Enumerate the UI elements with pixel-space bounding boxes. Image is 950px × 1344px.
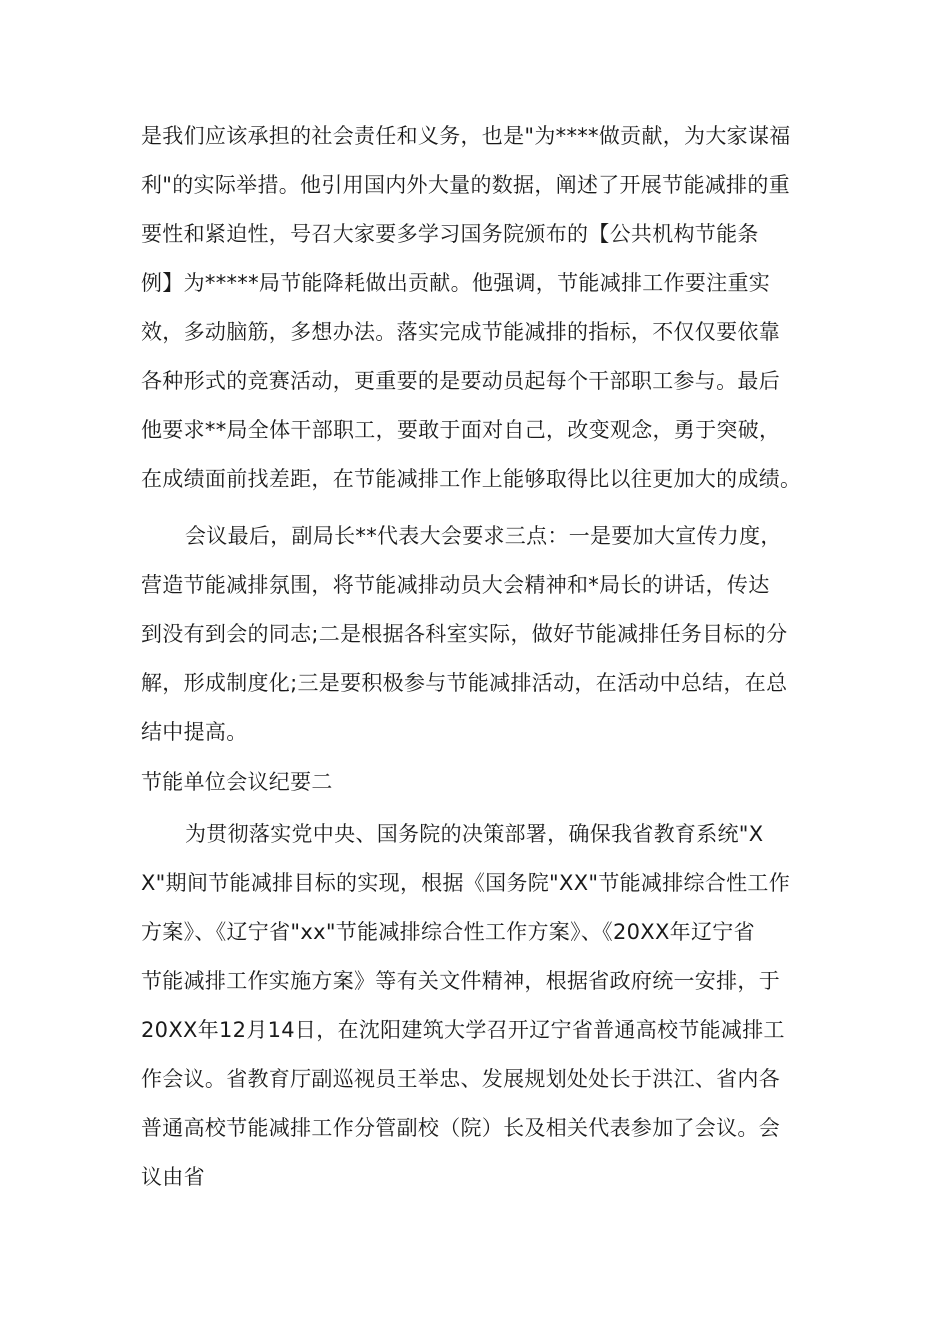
paragraph-line: 解，形成制度化;三是要积极参与节能减排活动，在活动中总结，在总: [141, 671, 788, 695]
section-heading: 节能单位会议纪要二: [141, 770, 333, 794]
paragraph-line: 普通高校节能减排工作分管副校（院）长及相关代表参加了会议。会: [141, 1116, 780, 1140]
paragraph-line: 议由省: [141, 1165, 205, 1189]
section-heading-block: [141, 758, 831, 807]
paragraph-1: [141, 112, 831, 504]
paragraph-line: 营造节能减排氛围，将节能减排动员大会精神和*局长的讲话，传达: [141, 573, 770, 597]
paragraph-line: X"期间节能减排目标的实现，根据《国务院"XX"节能减排综合性工作: [141, 871, 791, 895]
paragraph-line: 为贯彻落实党中央、国务院的决策部署，确保我省教育系统"X: [185, 822, 764, 846]
paragraph-line: 会议最后，副局长**代表大会要求三点：一是要加大宣传力度，: [185, 524, 782, 548]
paragraph-line: 方案》、《辽宁省"xx"节能减排综合性工作方案》、《20XX年辽宁省: [141, 920, 755, 944]
paragraph-line: 效，多动脑筋，多想办法。落实完成节能减排的指标，不仅仅要依靠: [141, 320, 780, 344]
paragraph-line: 20XX年12月14日，在沈阳建筑大学召开辽宁省普通高校节能减排工: [141, 1018, 785, 1042]
paragraph-line: 要性和紧迫性，号召大家要多学习国务院颁布的【公共机构节能条: [141, 222, 759, 246]
paragraph-line: 是我们应该承担的社会责任和义务，也是"为****做贡献，为大家谋福: [141, 124, 791, 148]
paragraph-line: 到没有到会的同志;二是根据各科室实际，做好节能减排任务目标的分: [141, 622, 788, 646]
paragraph-line: 他要求**局全体干部职工，要敢于面对自己，改变观念，勇于突破，: [141, 418, 781, 442]
paragraph-2: [141, 512, 831, 757]
paragraph-line: 结中提高。: [141, 720, 248, 744]
paragraph-line: 各种形式的竞赛活动，更重要的是要动员起每个干部职工参与。最后: [141, 369, 780, 393]
paragraph-line: 在成绩面前找差距，在节能减排工作上能够取得比以往更加大的成绩。: [141, 467, 802, 491]
paragraph-line: 例】为*****局节能降耗做出贡献。他强调，节能减排工作要注重实: [141, 271, 771, 295]
paragraph-3: [141, 810, 831, 1202]
paragraph-line: 节能减排工作实施方案》等有关文件精神，根据省政府统一安排，于: [141, 969, 780, 993]
paragraph-line: 利"的实际举措。他引用国内外大量的数据，阐述了开展节能减排的重: [141, 173, 790, 197]
paragraph-line: 作会议。省教育厅副巡视员王举忠、发展规划处处长于洪江、省内各: [141, 1067, 780, 1091]
